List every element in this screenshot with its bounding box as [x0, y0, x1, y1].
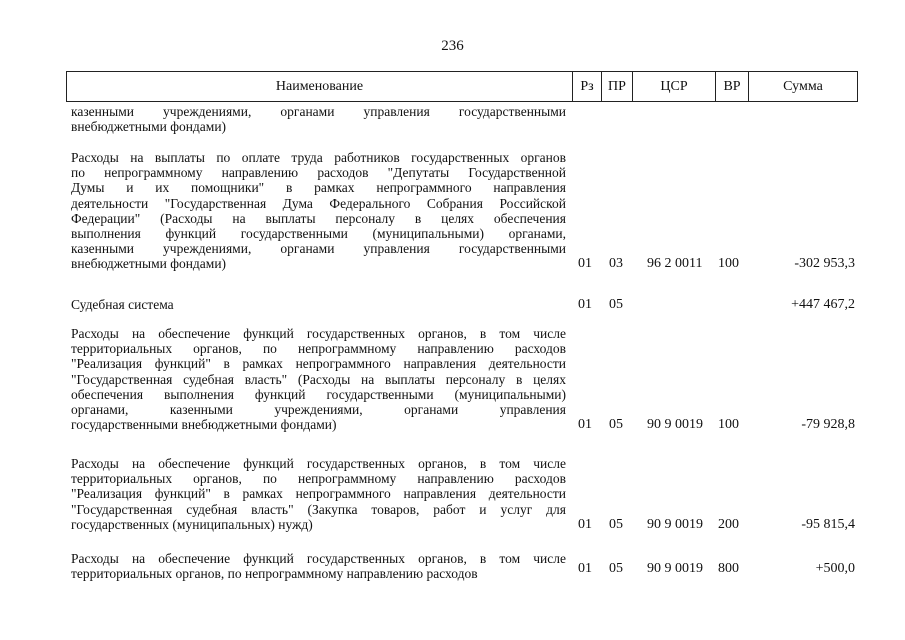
description-line: казенными учреждениями, органами управления государственными: [71, 241, 566, 257]
cell-sum: +447 467,2: [791, 297, 855, 312]
description-line: казенными учреждениями, органами управления государственными: [71, 104, 566, 119]
cell-csr: 90 9 0019: [647, 516, 703, 532]
description-line: Расходы на обеспечение функций государственных органов, в том числе: [71, 551, 566, 566]
row-description: [71, 297, 566, 312]
description-line: деятельности "Государственная Дума Федерального Собрания Российской: [71, 195, 566, 211]
description-line: Федерации" (Расходы на выплаты персоналу в целях обеспечения: [71, 210, 566, 226]
cell-pr: 05: [609, 516, 623, 532]
description-line: Судебная система: [71, 297, 174, 312]
table-header: [66, 71, 858, 102]
cell-vr: 100: [718, 417, 739, 433]
cell-rz: 01: [578, 297, 592, 312]
cell-sum: -302 953,3: [794, 256, 855, 272]
description-line: территориальных органов, по непрограммному направлению расходов: [71, 341, 566, 357]
cell-vr: 800: [718, 561, 739, 576]
cell-vr: 200: [718, 516, 739, 532]
row-description: [71, 326, 566, 432]
description-line: территориальных органов, по непрограммному направлению расходов: [71, 566, 478, 582]
row-description: [71, 104, 566, 134]
cell-pr: 05: [609, 561, 623, 576]
description-line: внебюджетными фондами): [71, 256, 227, 272]
cell-pr: 05: [609, 297, 623, 312]
cell-rz: 01: [578, 516, 592, 532]
description-line: Думы и их помощники" в рамках непрограммного направления: [71, 180, 566, 196]
description-line: "Реализация функций" в рамках непрограммного направления деятельности: [71, 356, 566, 372]
header-rz: Рз: [572, 72, 601, 101]
description-line: "Государственная судебная власть" (Закупка товаров, работ и услуг для: [71, 501, 566, 517]
description-line: органами, казенными учреждениями, органами управления: [71, 402, 566, 418]
cell-csr: 90 9 0019: [647, 561, 703, 576]
cell-pr: 03: [609, 256, 623, 272]
cell-rz: 01: [578, 561, 592, 576]
cell-rz: 01: [578, 256, 592, 272]
header-sum: Сумма: [748, 72, 857, 101]
cell-rz: 01: [578, 417, 592, 433]
description-line: "Государственная судебная власть" (Расходы на выплаты персоналу в целях: [71, 371, 566, 387]
cell-sum: +500,0: [815, 561, 855, 576]
row-description: [71, 456, 566, 532]
cell-pr: 05: [609, 417, 623, 433]
cell-sum: -95 815,4: [801, 516, 855, 532]
description-line: Расходы на обеспечение функций государственных органов, в том числе: [71, 326, 566, 341]
description-line: обеспечения выполнения функций государственными (муниципальными): [71, 386, 566, 402]
row-description: [71, 551, 566, 581]
header-pr: ПР: [601, 72, 632, 101]
description-line: выполнения функций государственными (муниципальными) органами,: [71, 226, 566, 242]
description-line: Расходы на обеспечение функций государственных органов, в том числе: [71, 456, 566, 471]
page-number: 236: [441, 38, 464, 54]
description-line: государственных (муниципальных) нужд): [71, 516, 313, 532]
cell-csr: 90 9 0019: [647, 417, 703, 433]
header-vr: ВР: [715, 72, 748, 101]
cell-sum: -79 928,8: [801, 417, 855, 433]
cell-csr: 96 2 0011: [647, 256, 703, 272]
cell-vr: 100: [718, 256, 739, 272]
description-line: Расходы на выплаты по оплате труда работников государственных органов: [71, 150, 566, 165]
description-line: по непрограммному направлению расходов "Депутаты Государственной: [71, 165, 566, 181]
header-name: Наименование: [275, 79, 364, 94]
description-line: внебюджетными фондами): [71, 119, 227, 135]
header-csr: ЦСР: [632, 72, 715, 101]
description-line: государственными внебюджетными фондами): [71, 417, 337, 433]
row-description: [71, 150, 566, 272]
description-line: "Реализация функций" в рамках непрограммного направления деятельности: [71, 486, 566, 502]
description-line: территориальных органов, по непрограммному направлению расходов: [71, 471, 566, 487]
